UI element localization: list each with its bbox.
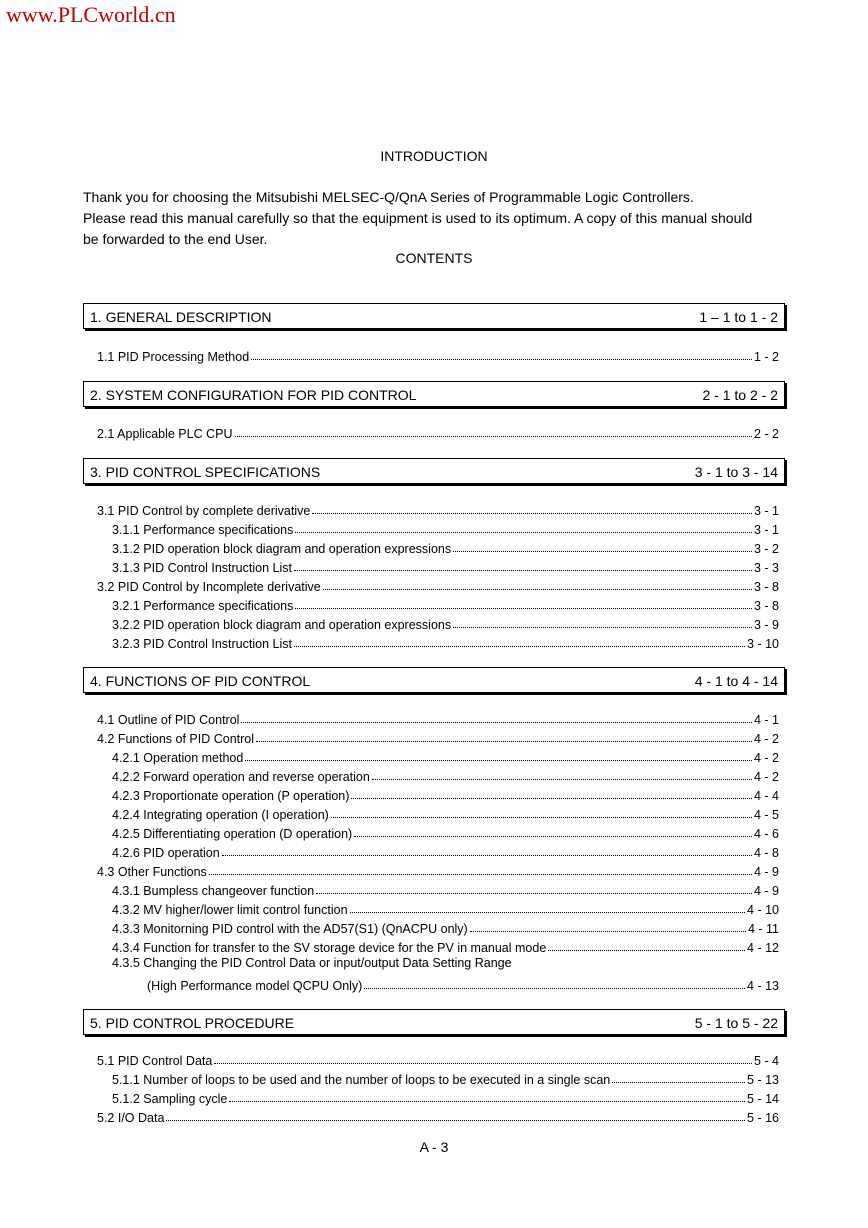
intro-line: Please read this manual carefully so that the equipment is used to its optimum. A copy of this manual should xyxy=(83,210,753,226)
toc-entry[interactable] xyxy=(97,500,779,518)
dot-leader xyxy=(323,589,752,590)
toc-entry-page: 3 - 10 xyxy=(747,637,779,651)
toc-entry[interactable] xyxy=(112,614,779,632)
toc-entry-page: 4 - 5 xyxy=(753,808,779,822)
toc-entry-page: 4 - 2 xyxy=(753,751,779,765)
dot-leader xyxy=(251,359,752,360)
toc-entry[interactable] xyxy=(97,576,779,594)
intro-line: Thank you for choosing the Mitsubishi MELSEC-Q/QnA Series of Programmable Logic Controllers. xyxy=(83,189,694,205)
dot-leader xyxy=(256,741,752,742)
dot-leader xyxy=(372,779,752,780)
dot-leader xyxy=(354,836,752,837)
toc-entry[interactable] xyxy=(97,423,779,441)
dot-leader xyxy=(351,798,752,799)
toc-entry-page: 2 - 2 xyxy=(753,427,779,441)
introduction-title: INTRODUCTION xyxy=(380,148,488,164)
toc-entry-page: 3 - 8 xyxy=(753,580,779,594)
dot-leader xyxy=(470,931,746,932)
dot-leader xyxy=(350,912,746,913)
toc-entry-label: 3.1.3 PID Control Instruction List xyxy=(112,561,292,575)
dot-leader xyxy=(222,855,752,856)
toc-entry[interactable] xyxy=(112,1088,779,1106)
toc-entry-page: 4 - 2 xyxy=(753,732,779,746)
section-range: 3 - 1 to 3 - 14 xyxy=(694,464,778,480)
toc-entry-page: 5 - 16 xyxy=(747,1111,779,1125)
dot-leader xyxy=(295,608,752,609)
toc-entry[interactable] xyxy=(97,346,779,364)
page-number: A - 3 xyxy=(419,1139,449,1155)
toc-entry-label: 1.1 PID Processing Method xyxy=(97,350,250,364)
dot-leader xyxy=(364,988,745,989)
dot-leader xyxy=(209,874,752,875)
section-header xyxy=(83,667,785,693)
intro-line: be forwarded to the end User. xyxy=(83,231,268,247)
section-header xyxy=(83,458,785,484)
section-title: 3. PID CONTROL SPECIFICATIONS xyxy=(90,464,321,480)
dot-leader xyxy=(166,1120,745,1121)
toc-entry[interactable] xyxy=(112,918,779,936)
section-range: 2 - 1 to 2 - 2 xyxy=(702,387,778,403)
toc-entry[interactable] xyxy=(97,728,779,746)
toc-entry-label: 4.2.5 Differentiating operation (D operation) xyxy=(112,827,353,841)
toc-entry-page: 5 - 13 xyxy=(747,1073,779,1087)
toc-entry-page: 4 - 11 xyxy=(747,922,779,936)
dot-leader xyxy=(331,817,752,818)
toc-entry-page: 4 - 13 xyxy=(747,979,779,993)
toc-entry-label: (High Performance model QCPU Only) xyxy=(147,979,363,993)
toc-entry-label: 5.1.1 Number of loops to be used and the number of loops to be executed in a single scan xyxy=(112,1073,611,1087)
section-title: 2. SYSTEM CONFIGURATION FOR PID CONTROL xyxy=(90,387,417,403)
toc-entry-page: 4 - 9 xyxy=(753,865,779,879)
toc-entry-page: 3 - 2 xyxy=(753,542,779,556)
toc-entry-label: 3.2.2 PID operation block diagram and operation expressions xyxy=(112,618,452,632)
toc-entry[interactable] xyxy=(147,975,779,993)
toc-entry[interactable] xyxy=(112,785,779,803)
toc-entry-page: 4 - 4 xyxy=(753,789,779,803)
toc-entry-page: 4 - 9 xyxy=(753,884,779,898)
toc-entry-page: 4 - 12 xyxy=(747,941,779,955)
toc-entry-label: 3.2 PID Control by Incomplete derivative xyxy=(97,580,321,594)
toc-entry-label: 5.1 PID Control Data xyxy=(97,1054,213,1068)
toc-entry-page: 4 - 10 xyxy=(747,903,779,917)
toc-entry[interactable] xyxy=(112,1069,779,1087)
toc-entry-label: 5.1.2 Sampling cycle xyxy=(112,1092,228,1106)
toc-entry-label: 4.3 Other Functions xyxy=(97,865,207,879)
toc-entry-page: 3 - 1 xyxy=(753,504,779,518)
toc-entry-label: 4.2.4 Integrating operation (I operation) xyxy=(112,808,329,822)
toc-entry-page: 3 - 9 xyxy=(753,618,779,632)
toc-entry[interactable] xyxy=(112,880,779,898)
toc-entry[interactable] xyxy=(112,937,779,955)
toc-entry-page: 1 - 2 xyxy=(753,350,779,364)
toc-entry-page: 3 - 3 xyxy=(753,561,779,575)
toc-entry-label: 3.1.1 Performance specifications xyxy=(112,523,294,537)
toc-entry-label: 4.1 Outline of PID Control xyxy=(97,713,240,727)
toc-entry-label: 4.3.2 MV higher/lower limit control function xyxy=(112,903,348,917)
toc-entry[interactable] xyxy=(112,804,779,822)
dot-leader xyxy=(548,950,745,951)
dot-leader xyxy=(214,1063,752,1064)
toc-entry-label: 4.3.4 Function for transfer to the SV storage device for the PV in manual mode xyxy=(112,941,547,955)
toc-entry-label: 5.2 I/O Data xyxy=(97,1111,165,1125)
dot-leader xyxy=(312,513,752,514)
section-title: 1. GENERAL DESCRIPTION xyxy=(90,309,272,325)
dot-leader xyxy=(612,1082,745,1083)
section-header xyxy=(83,381,785,407)
toc-entry-label: 4.3.3 Monitorning PID control with the AD57(S1) (QnACPU only) xyxy=(112,922,468,936)
dot-leader xyxy=(294,570,752,571)
toc-entry-page: 3 - 1 xyxy=(753,523,779,537)
section-range: 4 - 1 to 4 - 14 xyxy=(694,673,778,689)
dot-leader xyxy=(229,1101,745,1102)
introduction-text xyxy=(83,187,783,250)
dot-leader xyxy=(235,436,752,437)
section-title: 5. PID CONTROL PROCEDURE xyxy=(90,1015,295,1031)
dot-leader xyxy=(453,551,752,552)
toc-entry-page: 4 - 6 xyxy=(753,827,779,841)
toc-entry[interactable] xyxy=(97,1107,779,1125)
toc-entry-page: 4 - 8 xyxy=(753,846,779,860)
toc-entry-page: 4 - 2 xyxy=(753,770,779,784)
toc-entry[interactable] xyxy=(97,861,779,879)
dot-leader xyxy=(295,532,752,533)
dot-leader xyxy=(453,627,752,628)
toc-entry[interactable] xyxy=(112,766,779,784)
toc-entry-label: 4.3.1 Bumpless changeover function xyxy=(112,884,315,898)
toc-entry-label: 3.2.1 Performance specifications xyxy=(112,599,294,613)
toc-entry-page: 5 - 4 xyxy=(753,1054,779,1068)
toc-entry-label: 3.1.2 PID operation block diagram and operation expressions xyxy=(112,542,452,556)
toc-entry[interactable] xyxy=(112,899,779,917)
toc-entry-page: 4 - 1 xyxy=(753,713,779,727)
toc-entry[interactable] xyxy=(112,557,779,575)
toc-entry[interactable] xyxy=(97,709,779,727)
toc-entry[interactable] xyxy=(97,1050,779,1068)
toc-entry-label: 4.2.2 Forward operation and reverse operation xyxy=(112,770,370,784)
toc-entry-page: 5 - 14 xyxy=(747,1092,779,1106)
toc-entry-label: 3.1 PID Control by complete derivative xyxy=(97,504,311,518)
toc-entry[interactable] xyxy=(112,747,779,765)
toc-entry-label: 4.2.3 Proportionate operation (P operation) xyxy=(112,789,350,803)
section-range: 1 – 1 to 1 - 2 xyxy=(699,309,778,325)
toc-entry[interactable] xyxy=(112,633,779,651)
toc-entry-label: 4.2 Functions of PID Control xyxy=(97,732,255,746)
toc-entry-label: 4.2.1 Operation method xyxy=(112,751,244,765)
toc-entry[interactable] xyxy=(112,538,779,556)
contents-title: CONTENTS xyxy=(395,250,473,266)
section-title: 4. FUNCTIONS OF PID CONTROL xyxy=(90,673,311,689)
toc-entry-label: 3.2.3 PID Control Instruction List xyxy=(112,637,292,651)
dot-leader xyxy=(245,760,752,761)
toc-entry-label: 2.1 Applicable PLC CPU xyxy=(97,427,233,441)
toc-entry-continued[interactable]: 4.3.5 Changing the PID Control Data or input/output Data Setting Range xyxy=(112,956,512,970)
section-header xyxy=(83,303,785,329)
dot-leader xyxy=(316,893,752,894)
toc-entry[interactable] xyxy=(112,842,779,860)
toc-entry-label: 4.2.6 PID operation xyxy=(112,846,220,860)
dot-leader xyxy=(241,722,752,723)
toc-entry[interactable] xyxy=(112,519,779,537)
dot-leader xyxy=(294,646,745,647)
toc-entry[interactable] xyxy=(112,595,779,613)
toc-entry[interactable] xyxy=(112,823,779,841)
section-range: 5 - 1 to 5 - 22 xyxy=(694,1015,778,1031)
section-header xyxy=(83,1009,785,1035)
watermark: www.PLCworld.cn xyxy=(6,2,176,27)
toc-entry-page: 3 - 8 xyxy=(753,599,779,613)
